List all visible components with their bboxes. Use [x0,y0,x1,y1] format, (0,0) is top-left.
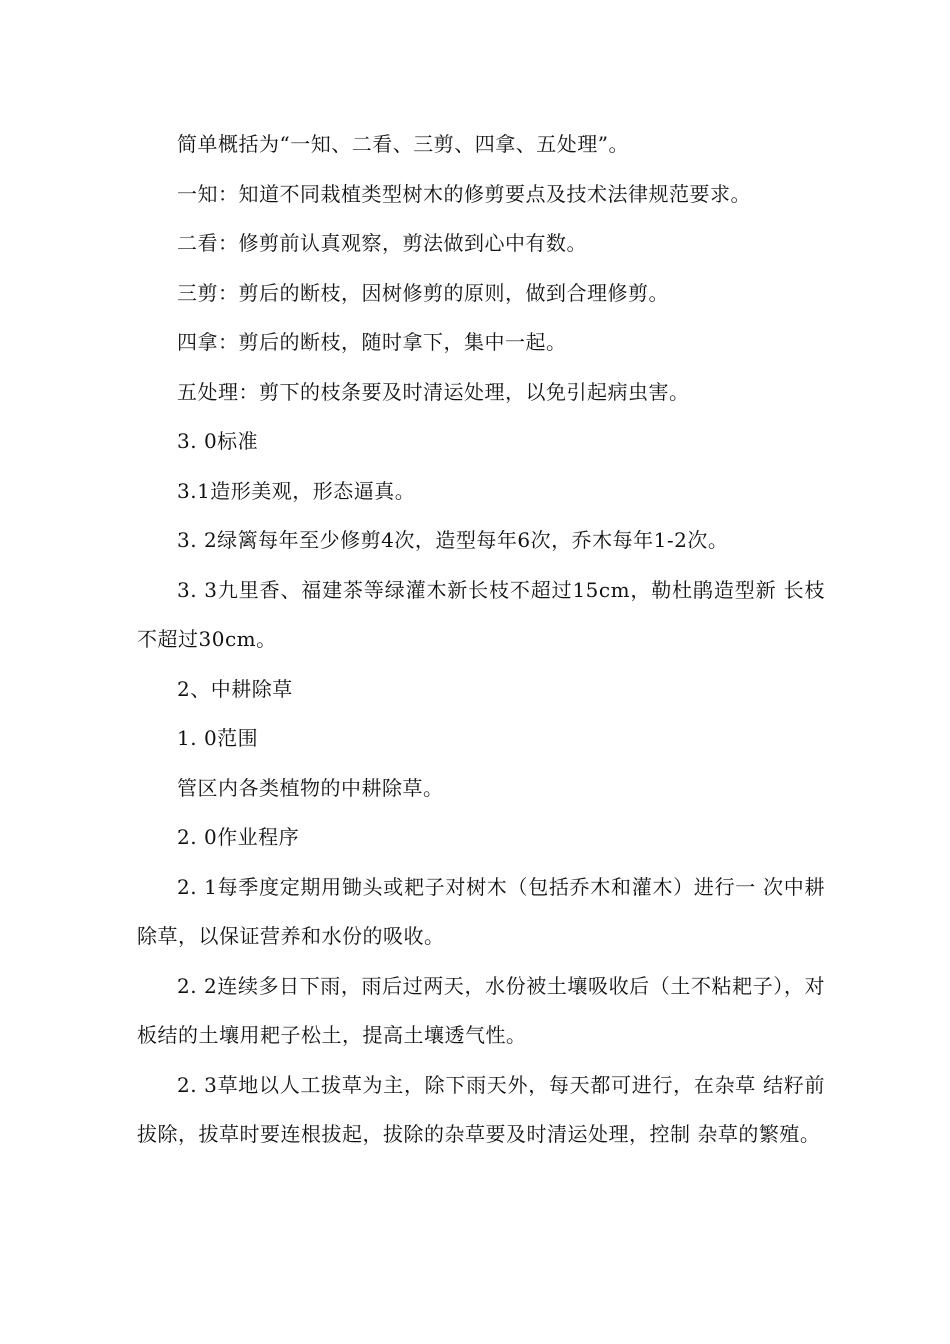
paragraph-si-na: 四拿：剪后的断枝，随时拿下，集中一起。 [177,330,567,354]
section-heading-procedure: 2. 0作业程序 [177,825,300,849]
paragraph-standard-3-2: 3. 2绿篱每年至少修剪4次，造型每年6次，乔木每年1-2次。 [177,528,729,552]
paragraph-summary: 简单概括为“一知、二看、三剪、四拿、五处理”。 [177,132,629,156]
paragraph-scope: 管区内各类植物的中耕除草。 [177,775,444,800]
section-heading-weeding: 2、中耕除草 [177,676,293,701]
paragraph-procedure-2-2: 2. 2连续多日下雨，雨后过两天，水份被土壤吸收后（土不粘耙子），对板结的土壤用耙子松土，提高土壤透气性。 [137,973,825,1047]
paragraph-procedure-2-1: 2. 1每季度定期用锄头或耙子对树木（包括乔木和灌木）进行一 次中耕除草，以保证营养和水份的吸收。 [137,874,825,948]
paragraph-san-jian: 三剪：剪后的断枝，因树修剪的原则，做到合理修剪。 [177,280,669,305]
paragraph-procedure-2-3: 2. 3草地以人工拔草为主，除下雨天外，每天都可进行，在杂草 结籽前拔除，拔草时要连根拔起，拔除的杂草要及时清运处理，控制 杂草的繁殖。 [137,1072,825,1146]
document-body [137,120,825,1160]
paragraph-standard-3-3: 3. 3九里香、福建茶等绿灌木新长枝不超过15cm，勒杜鹃造型新 长枝不超过30cm。 [137,577,825,651]
paragraph-er-kan: 二看：修剪前认真观察，剪法做到心中有数。 [177,231,587,255]
paragraph-wu-chuli: 五处理：剪下的枝条要及时清运处理，以免引起病虫害。 [177,379,690,404]
section-heading-scope: 1. 0范围 [177,726,259,750]
paragraph-standard-3-1: 3.1造形美观，形态逼真。 [177,478,416,503]
paragraph-yi-zhi: 一知：知道不同栽植类型树木的修剪要点及技术法律规范要求。 [177,181,751,206]
section-heading-standard: 3. 0标准 [177,429,259,453]
